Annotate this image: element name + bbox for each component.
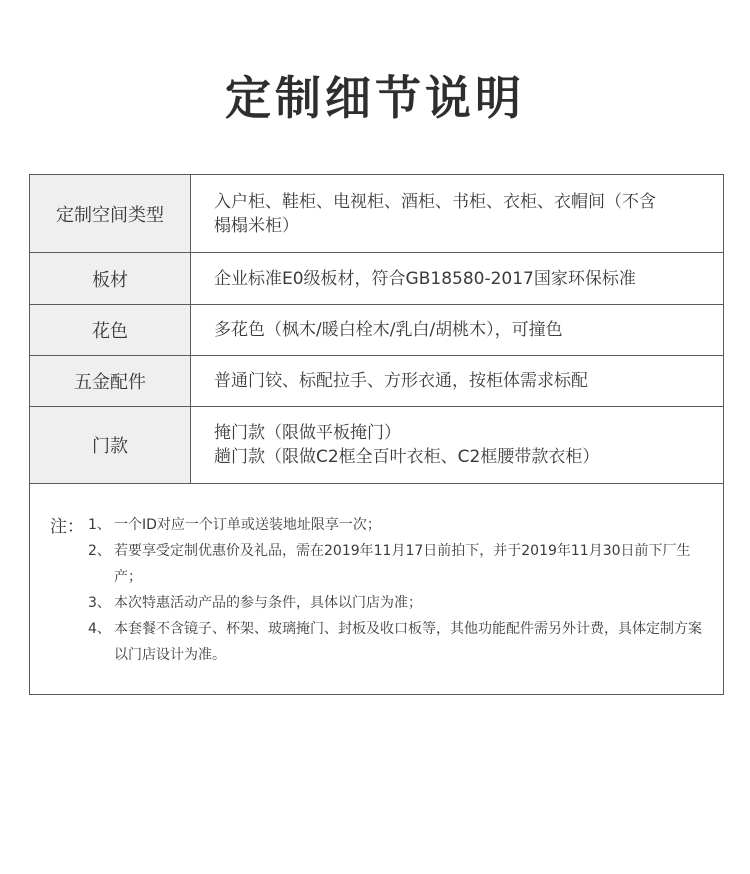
spec-value — [191, 175, 723, 252]
spec-table — [29, 174, 724, 695]
spec-value — [191, 356, 723, 406]
spec-label: 五金配件 — [30, 356, 191, 406]
note-number: 2、 — [88, 543, 111, 559]
spec-value-line: 入户柜、鞋柜、电视柜、酒柜、书柜、衣柜、衣帽间（不含 — [214, 191, 656, 212]
spec-value-line: 榻榻米柜） — [214, 215, 299, 236]
spec-value-line: 普通门铰、标配拉手、方形衣通，按柜体需求标配 — [214, 371, 588, 391]
spec-row-color — [30, 305, 723, 356]
spec-row-board — [30, 253, 723, 305]
spec-value — [191, 253, 723, 304]
spec-row-space-type — [30, 175, 723, 253]
spec-label: 板材 — [30, 253, 191, 304]
spec-value — [191, 407, 723, 483]
note-text: 一个ID对应一个订单或送装地址限享一次； — [114, 517, 381, 533]
note-text: 本次特惠活动产品的参与条件，具体以门店为准； — [114, 595, 422, 611]
page-title: 定制细节说明 — [225, 71, 525, 125]
note-number: 1、 — [88, 517, 111, 533]
spec-value-line: 企业标准E0级板材，符合GB18580-2017国家环保标准 — [214, 268, 636, 289]
spec-value-line: 趟门款（限做C2框全百叶衣柜、C2框腰带款衣柜） — [214, 447, 600, 467]
spec-row-hardware — [30, 356, 723, 407]
spec-value-line: 掩门款（限做平板掩门） — [214, 423, 401, 443]
note-item — [88, 538, 705, 590]
note-text: 若要享受定制优惠价及礼品，需在2019年11月17日前拍下，并于2019年11月30日前下厂生产； — [114, 543, 691, 585]
note-number: 3、 — [88, 595, 111, 611]
spec-label: 定制空间类型 — [30, 175, 191, 252]
spec-value-line: 多花色（枫木/暖白栓木/乳白/胡桃木），可撞色 — [214, 320, 563, 340]
spec-row-door — [30, 407, 723, 484]
note-item — [88, 512, 705, 538]
notes-section — [30, 484, 723, 694]
note-number: 4、 — [88, 621, 111, 637]
notes-label: 注： — [50, 517, 84, 537]
note-item — [88, 616, 705, 668]
spec-label: 花色 — [30, 305, 191, 355]
note-text: 本套餐不含镜子、杯架、玻璃掩门、封板及收口板等，其他功能配件需另外计费，具体定制方案以门店设计为准。 — [114, 621, 702, 663]
spec-value — [191, 305, 723, 355]
note-item — [88, 590, 705, 616]
spec-label: 门款 — [30, 407, 191, 483]
